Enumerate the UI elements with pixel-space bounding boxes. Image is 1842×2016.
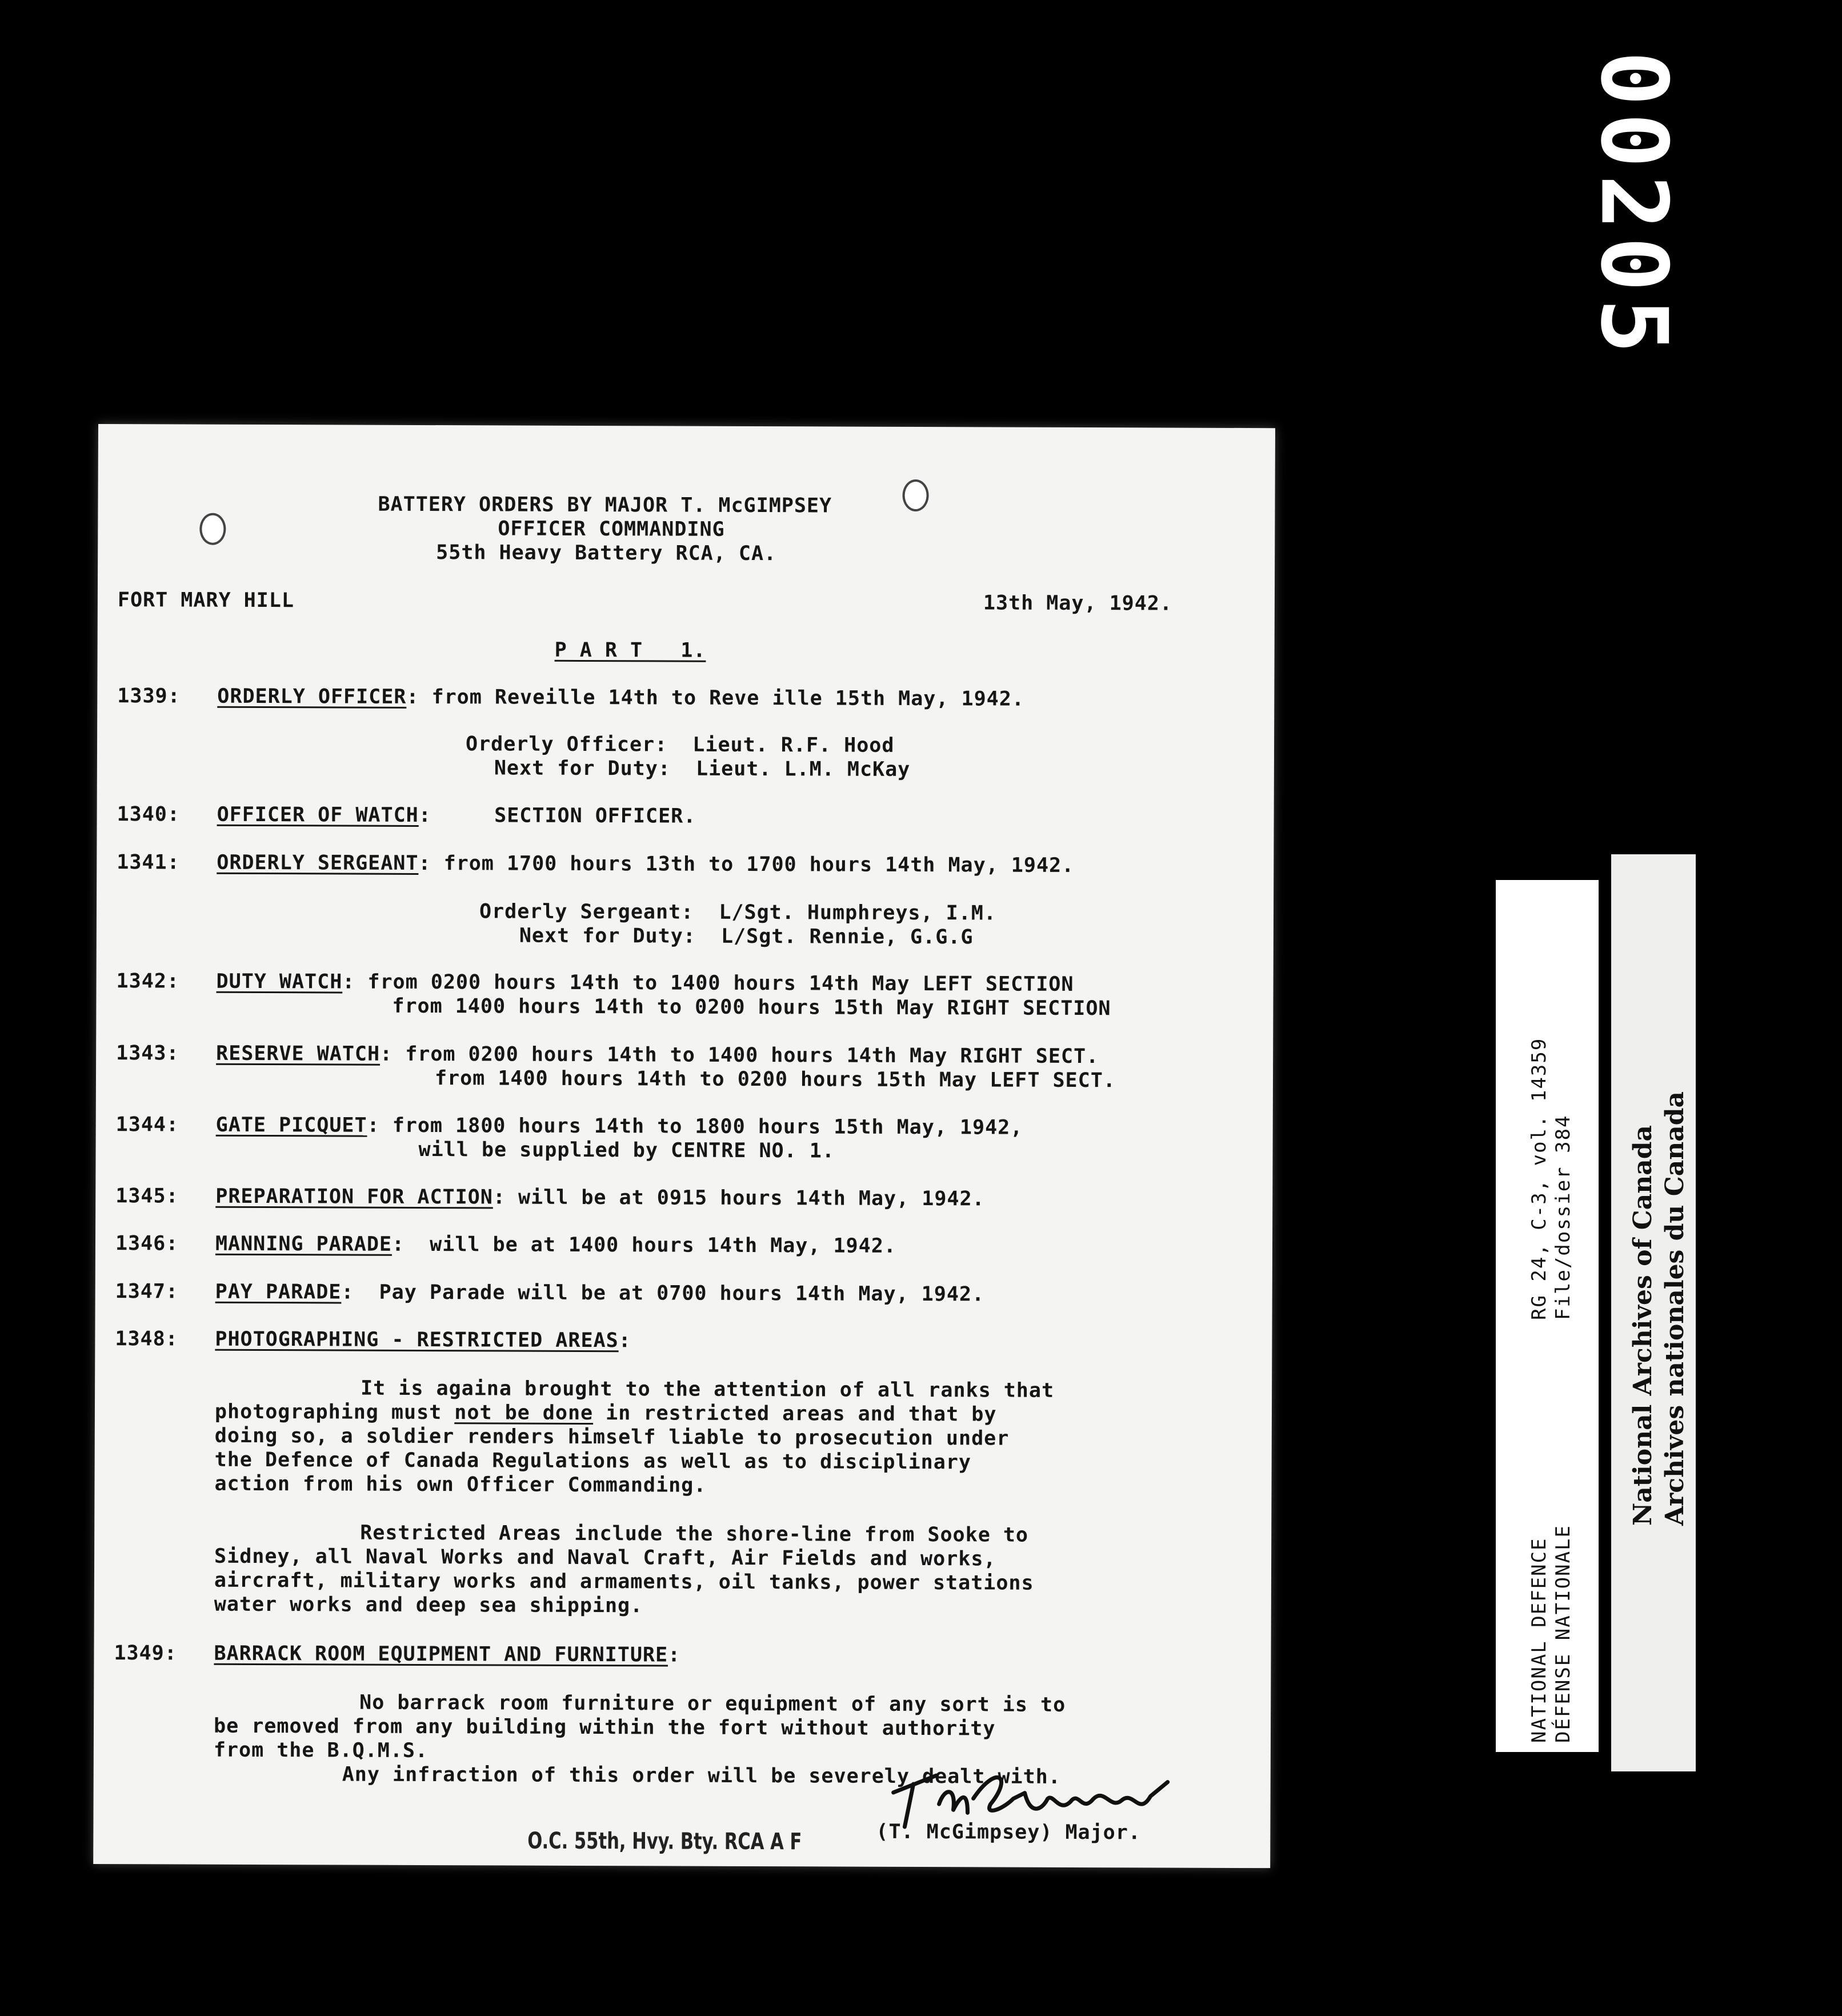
location: FORT MARY HILL — [117, 589, 295, 613]
order-1340 — [217, 803, 696, 829]
photo-para2-line1: Restricted Areas include the shore-line from Sooke to — [360, 1521, 1029, 1547]
reference-label — [1496, 880, 1599, 1752]
part-heading: P A R T 1. — [554, 638, 706, 662]
ref-archive-citation: RG 24, C-3, vol. 14359 — [1528, 1037, 1551, 1320]
order-text: : Pay Parade will be at 0700 hours 14th May, 1942. — [341, 1281, 985, 1306]
order-1344-line2: will be supplied by CENTRE NO. 1. — [418, 1138, 835, 1163]
archives-label — [1611, 854, 1696, 1771]
order-title: MANNING PARADE — [215, 1232, 393, 1256]
photo-para1-line4: the Defence of Canada Regulations as well as to disciplinary — [214, 1448, 972, 1474]
microfilm-frame-number — [1580, 6, 1688, 406]
signature-line: (T. McGimpsey) Major. — [876, 1820, 1141, 1845]
order-number: 1344: — [115, 1113, 179, 1137]
document-page — [93, 424, 1275, 1868]
archives-name-fr: Archives nationales du Canada — [1660, 1091, 1689, 1526]
order-1347 — [215, 1280, 985, 1307]
command-stamp: O.C. 55th, Hvy. Bty. RCA A F — [527, 1827, 802, 1855]
order-1345 — [215, 1185, 985, 1211]
ref-file-dossier: File/dossier 384 — [1552, 1114, 1575, 1320]
order-number: 1345: — [115, 1185, 179, 1208]
order-title: OFFICER OF WATCH — [217, 803, 419, 827]
order-1349 — [214, 1642, 680, 1667]
order-number: 1349: — [114, 1642, 177, 1665]
orderly-sergeant-line1: Orderly Sergeant: L/Sgt. Humphreys, I.M. — [479, 900, 997, 925]
orderly-officer-line2: Next for Duty: Lieut. L.M. McKay — [494, 757, 911, 781]
order-1341 — [217, 851, 1074, 878]
order-text: : from 1800 hours 14th to 1800 hours 15th May, 1942, — [367, 1114, 1023, 1139]
photo-para2-line4: water works and deep sea shipping. — [214, 1593, 643, 1618]
order-title: ORDERLY OFFICER — [217, 685, 407, 709]
order-title: ORDERLY SERGEANT — [217, 851, 419, 875]
order-1342-line2: from 1400 hours 14th to 0200 hours 15th May RIGHT SECTION — [392, 994, 1111, 1021]
order-number: 1340: — [117, 803, 181, 826]
photo-para2-line2: Sidney, all Naval Works and Naval Craft, Air Fields and works, — [214, 1545, 996, 1571]
order-title: GATE PICQUET — [215, 1113, 367, 1137]
photo-para1-line2-a: photographing must — [214, 1400, 455, 1425]
order-number: 1347: — [115, 1280, 179, 1303]
order-title: PAY PARADE — [215, 1280, 342, 1304]
photo-para1-line2 — [215, 1400, 997, 1427]
order-text: : will be at 0915 hours 14th May, 1942. — [492, 1186, 985, 1211]
date: 13th May, 1942. — [983, 591, 1173, 615]
order-1343-line2: from 1400 hours 14th to 0200 hours 15th May LEFT SECT. — [434, 1067, 1116, 1093]
order-number: 1342: — [116, 970, 180, 993]
punch-hole-right — [902, 479, 928, 511]
photo-para1-line5: action from his own Officer Commanding. — [214, 1472, 707, 1497]
header-line2: OFFICER COMMANDING — [498, 517, 725, 541]
photo-para1-line2-c: in restricted areas and that by — [593, 1402, 997, 1426]
barrack-para-line3: from the B.Q.M.S. — [213, 1738, 429, 1763]
barrack-para-line1: No barrack room furniture or equipment of any sort is to — [359, 1691, 1066, 1717]
photo-para1-line1: It is againa brought to the attention of all ranks that — [361, 1377, 1055, 1402]
header-line3: 55th Heavy Battery RCA, CA. — [436, 541, 777, 566]
order-1348 — [215, 1327, 631, 1353]
photo-para1-emphasis: not be done — [454, 1401, 594, 1425]
order-1343 — [216, 1042, 1099, 1069]
order-text: : from Reveille 14th to Reve ille 15th May, 1942. — [406, 685, 1025, 711]
photo-para2-line3: aircraft, military works and armaments, oil tanks, power stations — [214, 1569, 1034, 1595]
order-title: BARRACK ROOM EQUIPMENT AND FURNITURE — [214, 1642, 668, 1667]
orderly-officer-line1: Orderly Officer: Lieut. R.F. Hood — [465, 733, 895, 757]
order-text: : from 0200 hours 14th to 1400 hours 14th May LEFT SECTION — [342, 970, 1074, 996]
barrack-para-line2: be removed from any building within the fort without authority — [213, 1714, 996, 1741]
barrack-para-line4: Any infraction of this order will be severely dealt with. — [342, 1763, 1061, 1789]
order-1339 — [217, 685, 1024, 711]
order-1346 — [215, 1232, 896, 1258]
ref-department-fr: DÉFENSE NATIONALE — [1552, 1525, 1575, 1743]
order-number: 1343: — [116, 1042, 179, 1065]
frame-number-text: 00205 — [1580, 51, 1688, 361]
order-text: : SECTION OFFICER. — [418, 803, 696, 828]
order-title: RESERVE WATCH — [216, 1042, 381, 1066]
order-title: PHOTOGRAPHING - RESTRICTED AREAS — [215, 1327, 619, 1353]
photo-para1-line3: doing so, a soldier renders himself liable to prosecution under — [214, 1424, 1010, 1450]
order-text: : will be at 1400 hours 14th May, 1942. — [391, 1233, 896, 1258]
order-text: : from 0200 hours 14th to 1400 hours 14th May RIGHT SECT. — [380, 1042, 1099, 1069]
archives-name-en: National Archives of Canada — [1628, 1125, 1657, 1526]
order-title: DUTY WATCH — [216, 970, 343, 994]
order-1344 — [216, 1113, 1023, 1140]
orderly-sergeant-line2: Next for Duty: L/Sgt. Rennie, G.G.G — [519, 924, 974, 949]
order-title: PREPARATION FOR ACTION — [215, 1185, 493, 1209]
order-text: : — [618, 1329, 631, 1353]
order-number: 1339: — [117, 685, 181, 708]
punch-hole-left — [199, 513, 226, 545]
order-text: : — [668, 1643, 681, 1667]
order-1342 — [217, 970, 1074, 997]
ref-department-en: NATIONAL DEFENCE — [1528, 1537, 1551, 1743]
header-line1: BATTERY ORDERS BY MAJOR T. McGIMPSEY — [378, 493, 832, 518]
order-text: : from 1700 hours 13th to 1700 hours 14th May, 1942. — [418, 851, 1075, 877]
order-number: 1341: — [117, 851, 180, 874]
order-number: 1346: — [115, 1232, 179, 1255]
order-number: 1348: — [115, 1327, 178, 1351]
